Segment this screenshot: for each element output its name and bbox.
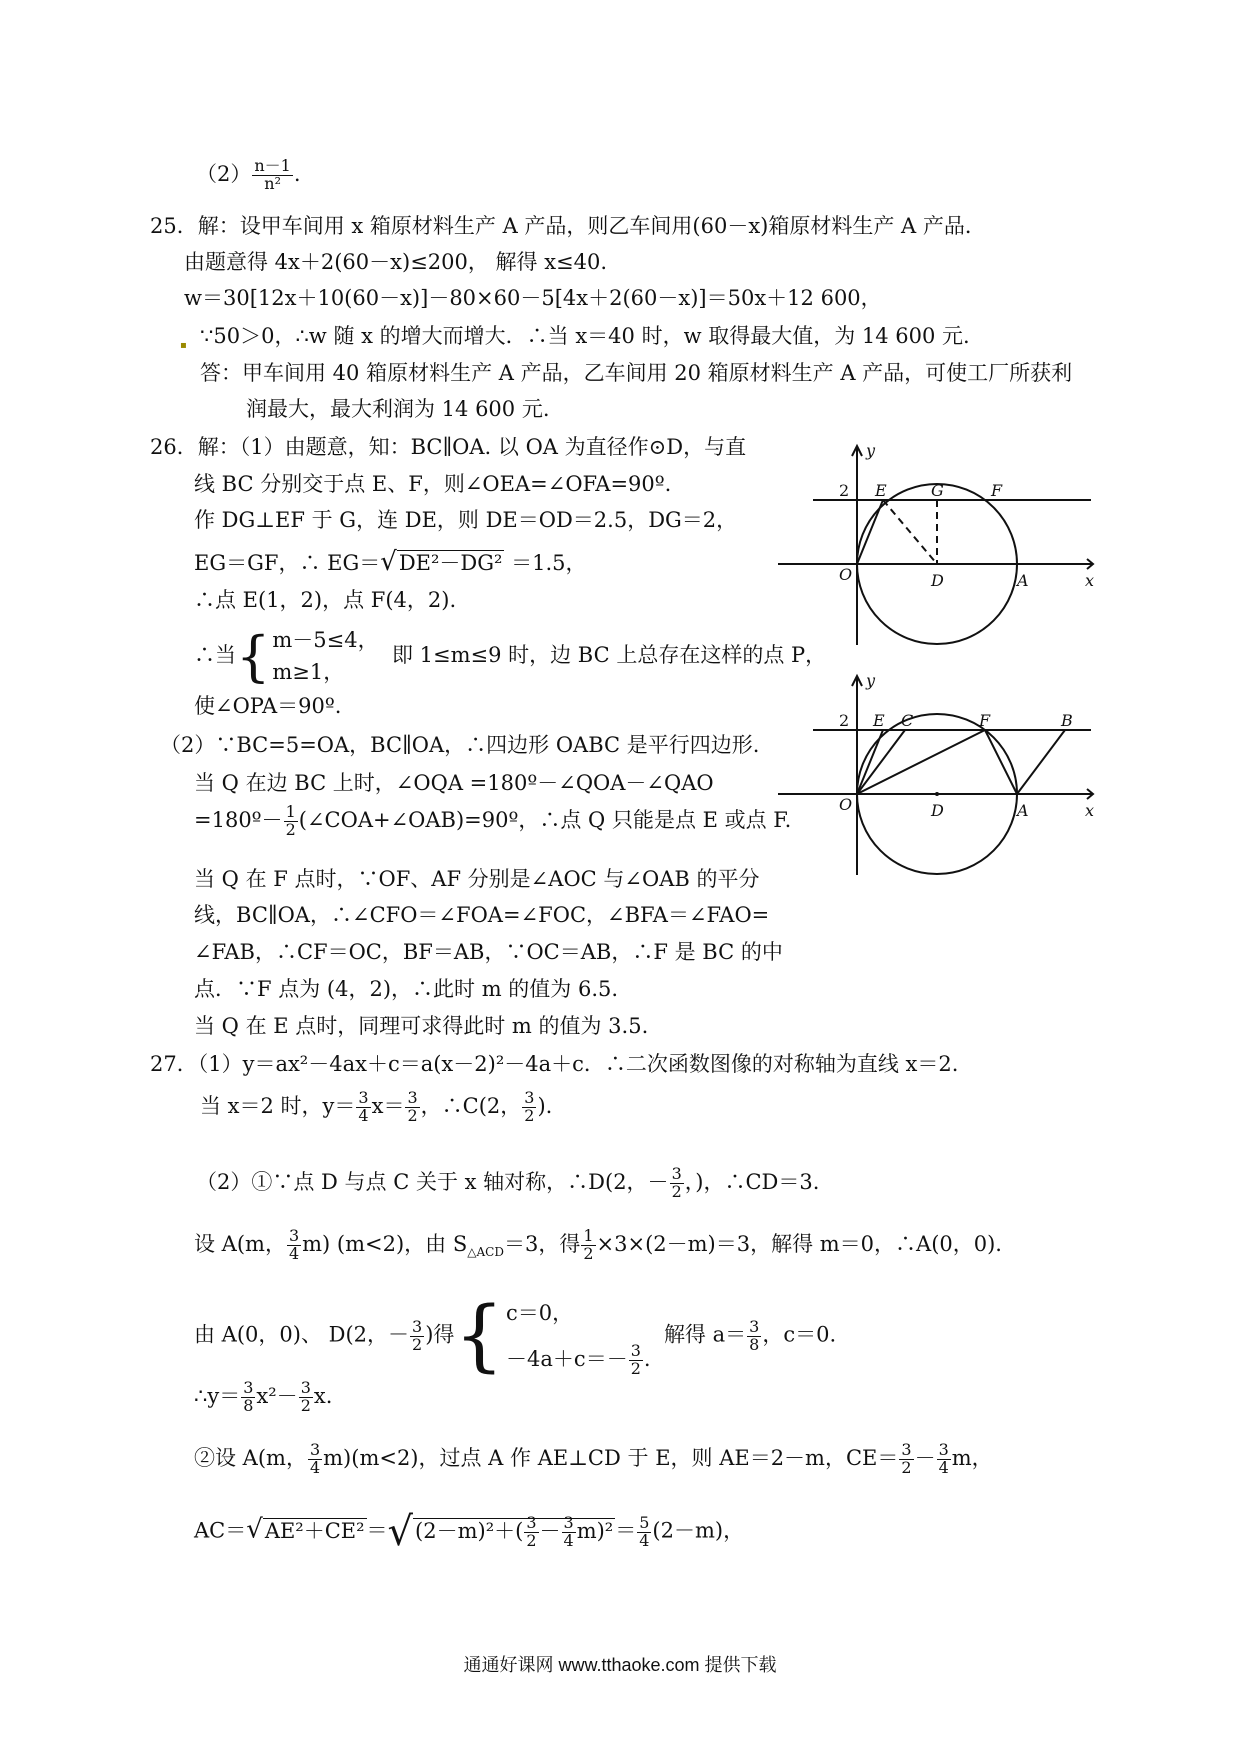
q25-line-2: 由题意得 4x＋2(60－x)≤200， 解得 x≤40. [184,250,608,274]
fig1-label-O: O [839,565,853,584]
q26-line-4: EG＝GF，∴ EG＝√DE²－DG² ＝1.5， [194,547,587,577]
q26-line-5: ∴点 E(1，2)，点 F(4，2). [194,588,457,612]
fig1-x-label: x [1085,571,1095,590]
fig2-label-D: D [931,801,944,820]
q26-line-3: 作 DG⊥EF 于 G，连 DE，则 DE＝OD＝2.5，DG＝2， [194,508,738,532]
q25-line-6: 润最大，最大利润为 14 600 元. [246,397,550,421]
q24-fraction: $\frac{n-1}{\text{n²}}$ [254,156,291,193]
figure-1-circle-diagram [773,440,1103,650]
q27-line-4: 设 A(m， $\frac{3}{4}$ m) (m<2)，由 $S_{\triangle ACD}=3$，得 $\frac{1}{2}$ ×3×(2－m)＝3，解得 m＝0，∴A(0，0). [194,1226,1002,1263]
q26-line-12: 线，BC∥OA，∴∠CFO＝∠FOA=∠FOC，∠BFA＝∠FAO= [194,903,770,927]
q26-line-8: （2）∵BC=5=OA，BC∥OA，∴四边形 OABC 是平行四边形. [160,733,760,757]
q26-line-6: ∴当{ m－5≤4， m≥1， 即 1≤m≤9 时，边 BC 上总存在这样的点 P， [194,624,827,688]
q26-line-1: 26．解：（1）由题意，知：BC∥OA. 以 OA 为直径作⊙D，与直 [150,435,747,459]
fig1-tick-2: 2 [839,481,850,500]
fig2-label-E: E [873,711,885,730]
fig1-y-label: y [866,441,876,460]
figure-2-parallelogram-diagram [773,670,1103,880]
fig2-label-A: A [1017,801,1029,820]
q26-line-9: 当 Q 在边 BC 上时，∠OQA =180º－∠QOA－∠QAO [194,771,714,795]
fig2-label-F: F [979,711,991,730]
fig2-label-O: O [839,795,853,814]
fig2-label-B: B [1061,711,1073,730]
q25-line-1: 25．解：设甲车间用 x 箱原材料生产 A 产品，则乙车间用(60－x)箱原材料生产 A 产品． [150,214,986,238]
q27-line-7: ②设 A(m， $\frac{3}{4}$ m)(m<2)，过点 A 作 AE⊥CD 于 E，则 AE＝2－m，CE＝ $\frac{3}{2}$ － $\frac{3}{4}$ m， [194,1440,993,1477]
stray-mark: ▪ [180,340,187,351]
fig2-y-label: y [866,671,876,690]
q27-line-8: AC＝√AE²＋CE²＝√(2－m)²＋( $\frac{3}{2}$ － $\frac{3}{4}$ m)²＝ $\frac{5}{4}$ (2－m)， [194,1509,745,1555]
q26-line-15: 当 Q 在 E 点时，同理可求得此时 m 的值为 3.5. [194,1014,649,1038]
q26-line-10: =180º－ $\frac{1}{2}$ (∠COA+∠OAB)=90º，∴点 Q 只能是点 E 或点 F. [194,802,792,839]
q27-line-1: 27．（1）y＝ax²－4ax＋c＝a(x－2)²－4a＋c．∴二次函数图像的对称轴为直线 x＝2. [150,1052,959,1076]
fig1-label-G: G [931,481,944,500]
fig1-label-F: F [991,481,1003,500]
q26-line-13: ∠FAB，∴CF＝OC，BF＝AB，∵OC＝AB，∴F 是 BC 的中 [194,940,783,964]
q27-line-6: ∴y＝ $\frac{3}{8}$ x²－ $\frac{3}{2}$ x. [194,1378,333,1415]
q27-line-2: 当 x＝2 时，y＝ $\frac{3}{4}$ x＝ $\frac{3}{2}$ ，∴C(2， $\frac{3}{2}$ ). [200,1088,553,1125]
q27-line-5: 由 A(0，0)、 D(2，－ $\frac{3}{2}$ )得{ c＝0， －4a＋c＝－ $\frac{3}{2}$ . 解得 a＝ $\frac{3}{8}$ ，c＝0. [194,1291,837,1382]
q27-line-3: （2）①∵点 D 与点 C 关于 x 轴对称，∴D(2，－ $\frac{3}{2}$ ，)，∴CD＝3. [196,1164,820,1201]
fig2-tick-2: 2 [839,711,850,730]
fig2-label-C: C [901,711,914,730]
fig1-label-A: A [1017,571,1029,590]
page-footer: 通通好课网 www.tthaoke.com 提供下载 [463,1655,777,1675]
fig1-label-D: D [931,571,944,590]
q25-line-4: ∵50＞0，∴w 随 x 的增大而增大．∴当 x＝40 时，w 取得最大值，为 14 600 元. [200,324,970,348]
q25-line-3: w＝30[12x＋10(60－x)]－80×60－5[4x＋2(60－x)]＝50x＋12 600， [184,286,882,310]
q26-line-14: 点．∵F 点为 (4，2)，∴此时 m 的值为 6.5. [194,977,619,1001]
q26-line-2: 线 BC 分别交于点 E、F，则∠OEA=∠OFA=90º. [194,472,672,496]
fig1-label-E: E [875,481,887,500]
q26-line-11: 当 Q 在 F 点时，∵OF、AF 分别是∠AOC 与∠OAB 的平分 [194,867,760,891]
q26-line-7: 使∠OPA＝90º. [194,694,342,718]
q24-part2: （2） $\frac{n-1}{\text{n²}}$ . [196,156,301,193]
fig2-x-label: x [1085,801,1095,820]
q25-line-5: 答：甲车间用 40 箱原材料生产 A 产品，乙车间用 20 箱原材料生产 A 产品，可使工厂所获利 [200,361,1073,385]
